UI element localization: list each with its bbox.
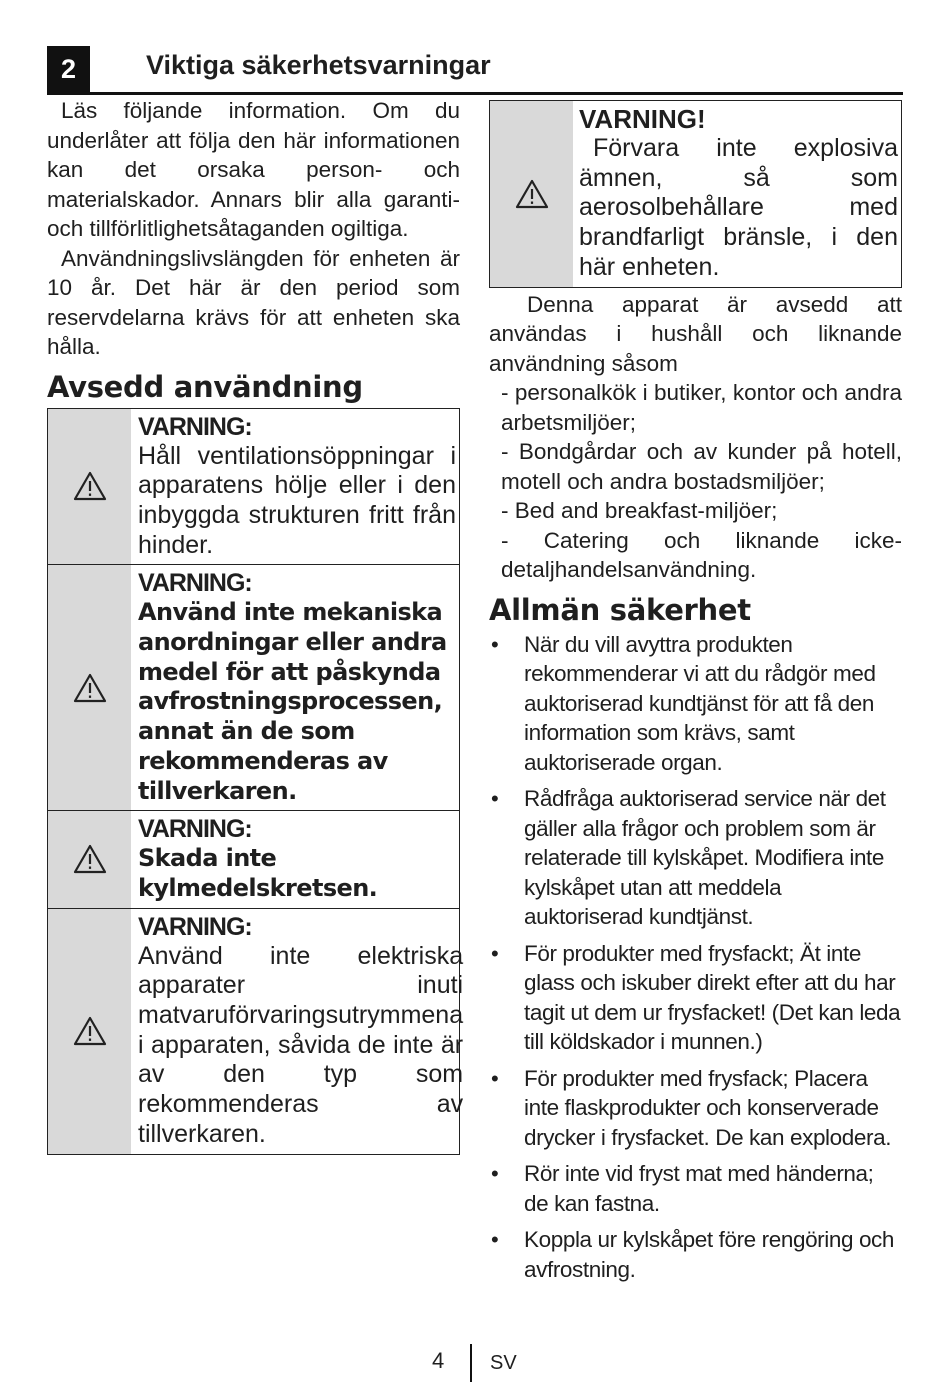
warning-triangle-icon bbox=[73, 471, 107, 501]
section-title: Viktiga säkerhetsvarningar bbox=[146, 50, 491, 80]
warning-text: Använd inte mekaniska anordningar eller andra medel för att påskynda avfrostningsprocessen, annat än de som rekommenderas av tillverkaren. bbox=[138, 598, 447, 805]
warning-triangle-icon bbox=[73, 673, 107, 703]
general-safety-list bbox=[489, 630, 902, 1285]
warning-label: VARNING: bbox=[138, 412, 252, 441]
section-number: 2 bbox=[47, 46, 90, 92]
warning-row bbox=[48, 908, 464, 1154]
warning-content bbox=[131, 565, 459, 810]
usage-intro: Denna apparat är avsedd att användas i hushåll och liknande användning såsom bbox=[489, 291, 902, 376]
footer-divider bbox=[470, 1344, 472, 1382]
warning-triangle-icon bbox=[73, 1016, 107, 1046]
warning-content bbox=[573, 101, 901, 287]
warning-text: Skada inte kylmedelskretsen. bbox=[138, 844, 378, 902]
warning-icon-cell bbox=[490, 101, 573, 287]
intended-use-warnings bbox=[47, 408, 464, 1155]
warning-content bbox=[131, 811, 459, 907]
warning-label: VARNING: bbox=[138, 912, 252, 941]
warning-icon-cell bbox=[48, 909, 131, 1154]
list-item: • För produkter med frysfack; Placera inte flaskprodukter och konserverade drycker i frysfacket. De kan explodera. bbox=[489, 1064, 902, 1153]
usage-item: - personalkök i butiker, kontor och andra arbetsmiljöer; bbox=[501, 380, 902, 435]
warning-label: VARNING: bbox=[138, 569, 252, 598]
warning-row bbox=[490, 101, 901, 287]
warning-icon-cell bbox=[48, 409, 131, 565]
warning-content bbox=[131, 909, 466, 1154]
warning-text: Förvara inte explosiva ämnen, så som aerosolbehållare med brandfarligt bränsle, i den här enheten. bbox=[579, 134, 898, 281]
intro-paragraph: Läs följande information. Om du underlåter att följa den här informationen kan det orsaka person- och materialskador. Annars blir alla garanti- och tillförlitlighetsåtaganden ogiltiga. bbox=[47, 98, 460, 241]
warning-row bbox=[48, 810, 459, 907]
intended-use-heading: Avsedd användning bbox=[47, 369, 363, 404]
right-column bbox=[489, 100, 902, 1291]
header-rule bbox=[47, 92, 903, 95]
warning-row bbox=[48, 409, 459, 565]
explosive-warning bbox=[489, 100, 902, 288]
list-item: • Rör inte vid fryst mat med händerna; de kan fastna. bbox=[489, 1159, 902, 1218]
usage-item: - Bed and breakfast-miljöer; bbox=[501, 498, 778, 524]
usage-item: - Catering och liknande icke-detaljhandelsanvändning. bbox=[501, 527, 902, 583]
list-item: • För produkter med frysfackt; Ät inte glass och iskuber direkt efter att du har tagit ut dem ur frysfacket! (Det kan leda till köldskador i munnen.) bbox=[489, 939, 902, 1057]
warning-icon-cell bbox=[48, 811, 131, 907]
warning-triangle-icon bbox=[515, 179, 549, 209]
list-item: • Rådfråga auktoriserad service när det gäller alla frågor och problem som är relaterade till kylskåpet. Modifiera inte kylskåpet utan att meddela auktoriserad kundtjänst. bbox=[489, 784, 902, 932]
warning-text: Håll ventilationsöppningar i apparatens hölje eller i den inbyggda strukturen fritt från hinder. bbox=[138, 441, 456, 559]
warning-text: Använd inte elektriska apparater inuti matvaruförvaringsutrymmena i apparaten, såvida de inte är av den typ som rekommenderas av tillverkaren. bbox=[138, 941, 464, 1148]
page-number: 4 bbox=[432, 1348, 445, 1373]
left-column bbox=[47, 96, 464, 1155]
warning-content bbox=[131, 409, 459, 565]
language-code: SV bbox=[490, 1352, 517, 1374]
warning-row bbox=[48, 564, 459, 810]
warning-label: VARNING: bbox=[138, 815, 252, 844]
list-item: • Koppla ur kylskåpet före rengöring och avfrostning. bbox=[489, 1225, 902, 1284]
general-safety-heading: Allmän säkerhet bbox=[489, 592, 751, 627]
warning-label: VARNING! bbox=[579, 104, 706, 134]
warning-icon-cell bbox=[48, 565, 131, 810]
warning-triangle-icon bbox=[73, 844, 107, 874]
list-item: • När du vill avyttra produkten rekommenderar vi att du rådgör med auktoriserad kundtjänst för att få den information som krävs, samt auktoriserade organ. bbox=[489, 630, 902, 778]
lifetime-paragraph: Användningslivslängden för enheten är 10 år. Det här är den period som reservdelarna krävs för att enheten ska hålla. bbox=[47, 245, 460, 359]
usage-item: - Bondgårdar och av kunder på hotell, motell och andra bostadsmiljöer; bbox=[501, 439, 902, 494]
